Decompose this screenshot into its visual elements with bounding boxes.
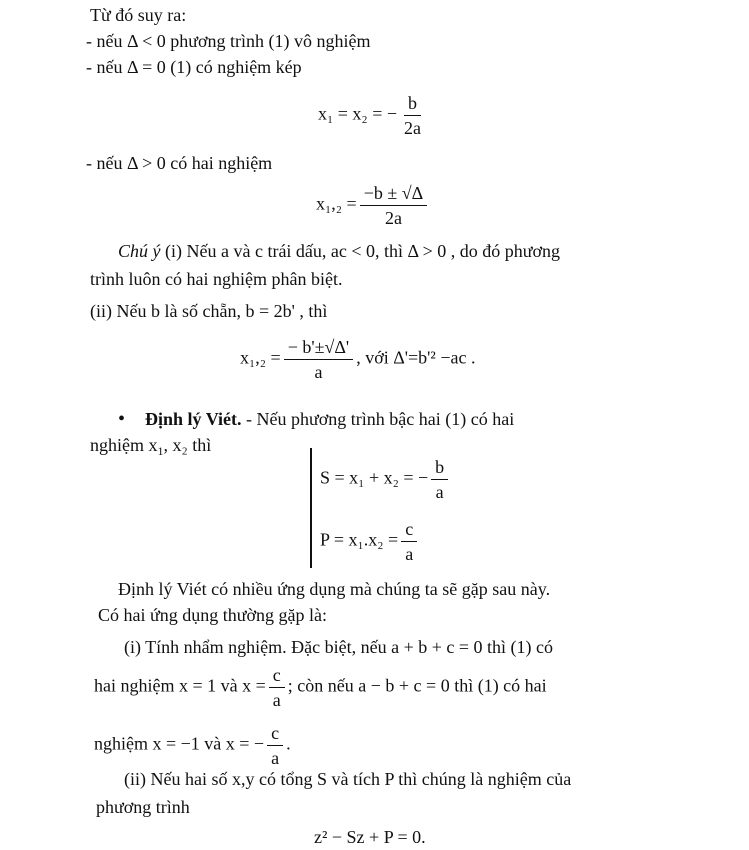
text-line: [94, 664, 547, 711]
note-text: (i) Nếu a và c trái dấu, ac < 0, thì Δ > 0 , do đó phương: [160, 241, 561, 261]
fraction-numerator: b: [404, 92, 421, 116]
text-line: (ii) Nếu hai số x,y có tổng S và tích P thì chúng là nghiệm của: [124, 769, 572, 789]
fraction-numerator: c: [401, 518, 417, 542]
fraction-denominator: 2a: [404, 118, 422, 138]
formula-tail: , với Δ'=b'² −ac .: [356, 347, 476, 368]
fraction: [269, 664, 285, 711]
text-line: Từ đó suy ra:: [90, 5, 187, 25]
fraction: [284, 336, 353, 383]
fraction-denominator: a: [314, 362, 323, 382]
fraction-denominator: a: [272, 690, 281, 710]
formula-quadratic: z² − Sz + P = 0.: [314, 827, 426, 847]
formula-lhs: P = x₁.x₂ =: [320, 529, 399, 550]
text-line: [118, 408, 514, 430]
fraction: [431, 456, 448, 503]
fraction-denominator: a: [271, 748, 280, 768]
text-line: Định lý Viét có nhiều ứng dụng mà chúng ta sẽ gặp sau này.: [118, 579, 551, 599]
text-line: - nếu Δ = 0 (1) có nghiệm kép: [86, 57, 302, 77]
formula-roots: [316, 182, 430, 229]
text-line: (i) Tính nhẩm nghiệm. Đặc biệt, nếu a + b + c = 0 thì (1) có: [124, 637, 554, 657]
fraction: [400, 92, 425, 139]
fraction-numerator: − b'±√Δ': [284, 336, 353, 360]
bullet-icon: •: [118, 408, 126, 430]
fraction-numerator: c: [269, 664, 285, 688]
fraction-denominator: a: [405, 544, 414, 564]
note-label: Chú ý: [118, 241, 161, 261]
text-line: phương trình: [96, 797, 190, 817]
theorem-text: - Nếu phương trình bậc hai (1) có hai: [241, 409, 515, 429]
brace-icon: [310, 448, 320, 568]
text-line: - nếu Δ > 0 có hai nghiệm: [86, 153, 273, 173]
fraction-numerator: −b ± √Δ: [360, 182, 427, 206]
formula-double-root: [318, 92, 428, 139]
formula-lhs: x₁,₂ =: [316, 193, 357, 214]
text: nghiệm x = −1 và x = −: [94, 733, 265, 754]
fraction-denominator: 2a: [384, 208, 402, 228]
fraction-numerator: b: [431, 456, 448, 480]
formula-lhs: S = x₁ + x₂ = −: [320, 467, 429, 488]
fraction-numerator: c: [267, 722, 283, 746]
text: nghiệm x: [90, 435, 158, 455]
formula-lhs: x₁ = x₂ = −: [318, 103, 398, 124]
formula-lhs: x₁,₂ =: [240, 347, 281, 368]
text: , x₂ thì: [163, 435, 212, 455]
text: ; còn nếu a − b + c = 0 thì (1) có hai: [287, 675, 547, 696]
formula-sum: [320, 456, 451, 503]
text-line: (ii) Nếu b là số chẵn, b = 2b' , thì: [90, 301, 328, 321]
text-line: Có hai ứng dụng thường gặp là:: [98, 605, 328, 625]
text-line: trình luôn có hai nghiệm phân biệt.: [90, 269, 343, 289]
text: .: [286, 733, 291, 754]
fraction: [401, 518, 417, 565]
text: hai nghiệm x = 1 và x =: [94, 675, 266, 696]
formula-product: [320, 518, 420, 565]
fraction: [360, 182, 427, 229]
fraction-denominator: a: [435, 482, 444, 502]
text-line: nghiệm $x_1$, x₂ thì: [90, 435, 212, 458]
text-line: [94, 722, 291, 769]
text-line: [118, 240, 560, 262]
formula-reduced-roots: [240, 336, 475, 383]
text-line: - nếu Δ < 0 phương trình (1) vô nghiệm: [86, 31, 371, 51]
theorem-title: Định lý Viét.: [145, 409, 242, 429]
fraction: [267, 722, 283, 769]
